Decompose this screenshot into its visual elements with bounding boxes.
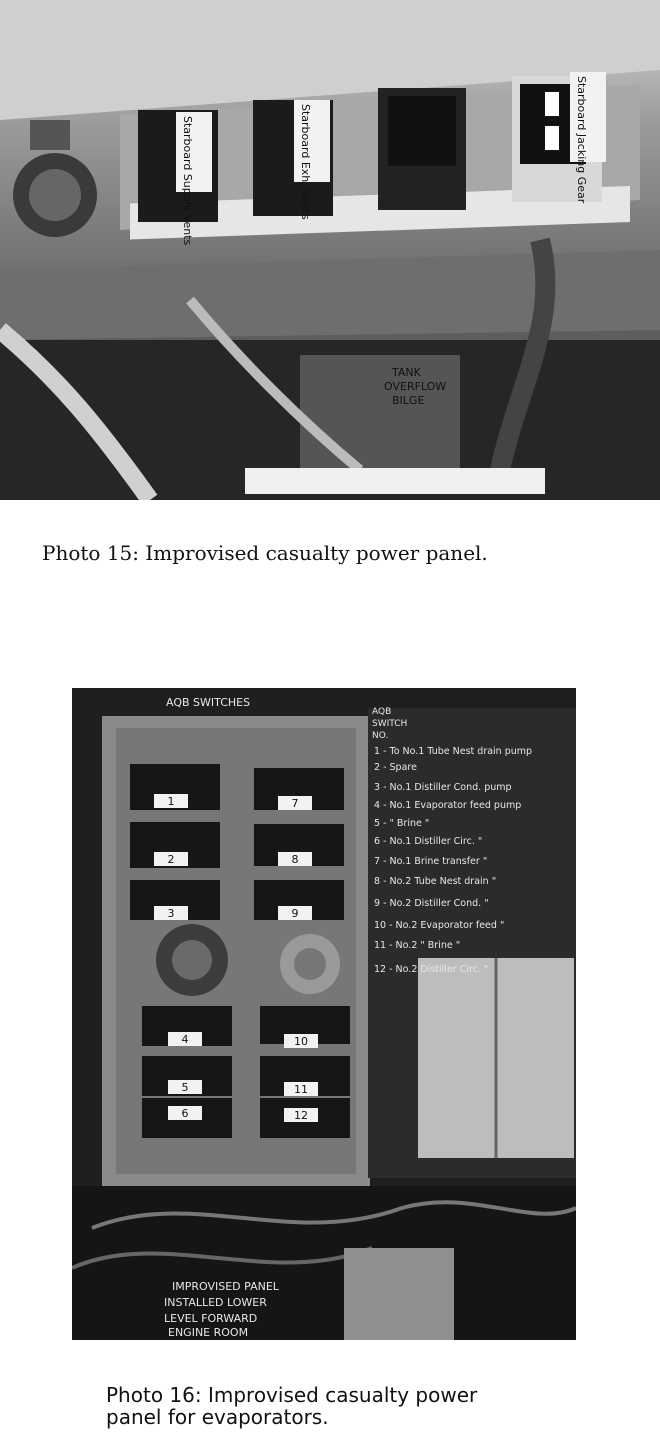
breaker-number: 4: [181, 1033, 189, 1046]
photo-16-image: [72, 688, 576, 1340]
breaker-number: 5: [181, 1081, 189, 1094]
switch-list-item: 5 - " Brine ": [374, 818, 430, 829]
breaker-number: 7: [291, 797, 299, 810]
aqb-switches-header: AQB SWITCHES: [166, 696, 251, 709]
panel-note-line-4: ENGINE ROOM: [168, 1326, 249, 1339]
breaker-number: 10: [294, 1035, 308, 1048]
switch-list-item: 9 - No.2 Distiller Cond. ": [374, 898, 489, 909]
switch-list-item: 8 - No.2 Tube Nest drain ": [374, 876, 497, 887]
switch-list-item: 6 - No.1 Distiller Circ. ": [374, 836, 483, 847]
switch-header-line-2: SWITCH: [372, 719, 408, 729]
switch-list-item: 3 - No.1 Distiller Cond. pump: [374, 782, 512, 793]
breaker-number: 2: [167, 853, 175, 866]
photo-15: [0, 0, 660, 500]
box-label-supply-vents: Starboard Supply Vents: [181, 116, 194, 246]
switch-list-item: 10 - No.2 Evaporator feed ": [374, 920, 505, 931]
switch-list-item: 11 - No.2 " Brine ": [374, 940, 461, 951]
switch-header-line-1: AQB: [372, 707, 392, 717]
photo-16-caption: [106, 1384, 566, 1428]
breaker-number: 12: [294, 1109, 308, 1122]
panel-note-line-3: LEVEL FORWARD: [164, 1312, 258, 1325]
stencil-line-1: TANK: [392, 366, 421, 379]
photo-16-caption-line-2: panel for evaporators.: [106, 1405, 329, 1429]
stencil-line-3: BILGE: [392, 394, 425, 407]
breaker-number: 1: [167, 795, 175, 808]
breaker-number: 3: [167, 907, 175, 920]
switch-list-item: 7 - No.1 Brine transfer ": [374, 856, 488, 867]
breaker-number: 8: [291, 853, 299, 866]
photo-16-caption-line-1: Photo 16: Improvised casualty power: [106, 1383, 478, 1407]
panel-note-line-2: INSTALLED LOWER: [164, 1296, 267, 1309]
box-label-exh-vents: Starboard Exh. Vents: [299, 104, 312, 220]
stencil-line-2: OVERFLOW: [384, 380, 447, 393]
photo-15-image: [0, 0, 660, 500]
switch-list-item: 1 - To No.1 Tube Nest drain pump: [374, 746, 533, 757]
switch-list-item: 12 - No.2 Distiller Circ. ": [374, 964, 489, 975]
switch-list-item: 2 - Spare: [374, 762, 417, 773]
switch-list-item: 4 - No.1 Evaporator feed pump: [374, 800, 522, 811]
breaker-number: 6: [181, 1107, 189, 1120]
breaker-number: 11: [294, 1083, 308, 1096]
breaker-number: 9: [291, 907, 299, 920]
panel-note-line-1: IMPROVISED PANEL: [172, 1280, 279, 1293]
box-label-jacking-gear: Starboard Jacking Gear: [575, 76, 588, 204]
photo-15-caption: Photo 15: Improvised casualty power panel.: [42, 541, 488, 565]
switch-header-line-3: NO.: [372, 731, 389, 741]
photo-16: [72, 688, 576, 1340]
